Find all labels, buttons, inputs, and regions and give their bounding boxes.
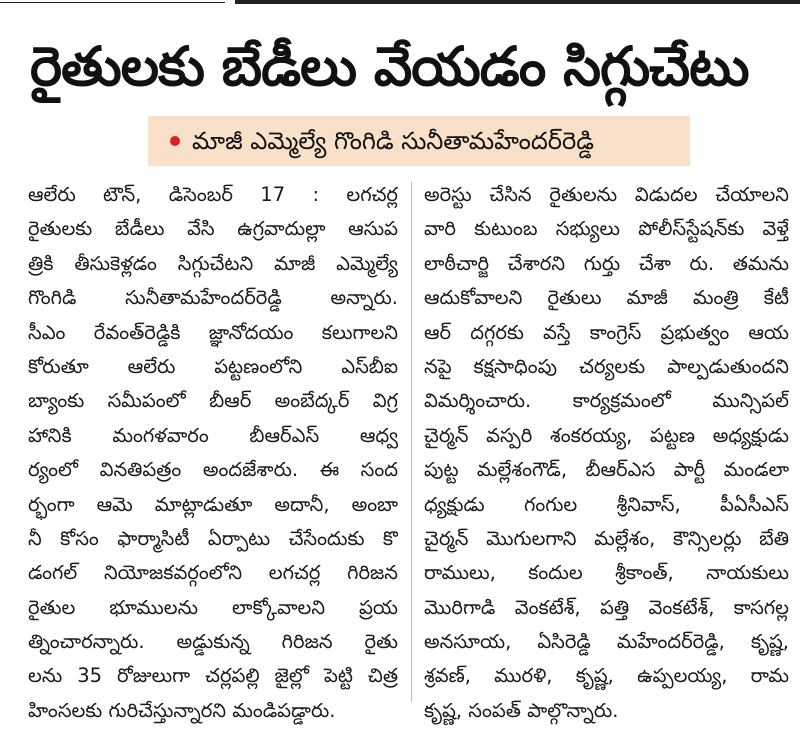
text-line: అనసూయ, ఏసిరెడ్డి మహేందర్‌రెడ్డి, కృష్ణ, (424, 630, 789, 654)
text-line: బ్యాంకు సమీపంలో బీఆర్ అంబేద్కర్ విగ్ర (28, 389, 398, 413)
left-column (28, 178, 398, 728)
top-rule (0, 0, 800, 6)
bullet-icon (170, 136, 180, 146)
text-line: లాఠీచార్జి చేశారని గుర్తు చేశా రు. తమను (424, 251, 789, 275)
text-line: కృష్ణ, సంపత్ పాల్గొన్నారు. (424, 698, 619, 722)
text-line: నీ కోసం ఫార్మాసిటీ ఏర్పాటు చేసేందుకు కొ (28, 526, 398, 550)
text-line: ఆలేరు టౌన్, డిసెంబర్ 17 : లగచర్ల (28, 183, 398, 206)
text-line: ధ్యక్షుడు గంగుల శ్రీనివాస్, పీఏసీఎస్ (424, 492, 789, 516)
text-line: ఆర్ దగ్గరకు వస్తే కాంగ్రెస్ ప్రభుత్వం ఆయ (424, 320, 789, 344)
text-line: విమర్శించారు. కార్యక్రమంలో మున్సిపల్ (424, 389, 789, 413)
text-line: వారి కుటుంబ సభ్యులు పోలీస్‌స్టేషన్‌కు వెళ్తే (424, 217, 789, 241)
text-line: హానికి మంగళవారం బీఆర్‌ఎస్ ఆధ్వ (28, 423, 398, 447)
text-line: ర్యంలో వినతిపత్రం అందజేశారు. ఈ సంద (28, 458, 398, 482)
text-line: శ్రవణ్, మురళి, కృష్ణ, ఉప్పలయ్య, రామ (424, 664, 789, 688)
text-line: గొంగిడి సునీతామహేందర్‌రెడ్డి అన్నారు. (28, 286, 398, 310)
text-line: డంగల్ నియోజకవర్గంలోని లగచర్ల గిరిజన (28, 561, 398, 585)
column-divider (411, 182, 412, 702)
text-line: నపై కక్షసాధింపు చర్యలకు పాల్పడుతుందని (424, 354, 789, 378)
text-line: హింసలకు గురిచేస్తున్నారని మండిపడ్డారు. (28, 698, 336, 722)
text-line: ఆదుకోవాలని రైతులు మాజీ మంత్రి కేటీ (424, 286, 789, 310)
text-line: కోరుతూ ఆలేరు పట్టణంలోని ఎస్‌బీఐ (28, 354, 398, 378)
headline: రైతులకు బేడీలు వేయడం సిగ్గుచేటు (30, 35, 749, 98)
text-line: త్రికి తీసుకెళ్లడం సిగ్గుచేటని మాజీ ఎమ్మెల్యే (28, 251, 398, 275)
top-rule-thin (0, 2, 225, 3)
subheadline-box (148, 116, 690, 166)
text-line: ర్భంగా ఆమె మాట్లాడుతూ అదానీ, అంబా (28, 492, 398, 516)
text-line: చైర్మన్ వస్పరి శంకరయ్య, పట్టణ అధ్యక్షుడు (424, 423, 789, 447)
right-column (424, 178, 789, 728)
top-rule-thick (235, 0, 800, 4)
text-line: లను 35 రోజులుగా చర్లపల్లి జైల్లో పెట్టి చిత్ర (28, 664, 398, 688)
text-line: సీఎం రేవంత్‌రెడ్డికి జ్ఞానోదయం కలుగాలని (28, 320, 398, 344)
text-line: అరెస్టు చేసిన రైతులను విడుదల చేయాలని (424, 183, 789, 206)
subheadline: మాజీ ఎమ్మెల్యే గొంగిడి సునీతామహేందర్‌రెడ్డి (192, 127, 594, 155)
text-line: త్నించారన్నారు. అడ్డుకున్న గిరిజన రైతు (28, 630, 398, 654)
text-line: చైర్మన్ మొగులగాని మల్లేశం, కౌన్సిలర్లు బేతి (424, 526, 789, 550)
text-line: రైతులకు బేడీలు వేసి ఉగ్రవాదుల్లా ఆసుప (28, 217, 398, 241)
text-line: రైతుల భూములను లాక్కోవాలని ప్రయ (28, 595, 398, 619)
text-line: రాములు, కందుల శ్రీకాంత్, నాయకులు (424, 561, 789, 585)
text-line: మొరిగాడి వెంకటేశ్, పత్తి వెంకటేశ్, కాసగల్ల (424, 595, 789, 619)
text-line: పుట్ట మల్లేశంగౌడ్, బీఆర్‌ఎస పార్టీ మండలా (424, 458, 789, 482)
